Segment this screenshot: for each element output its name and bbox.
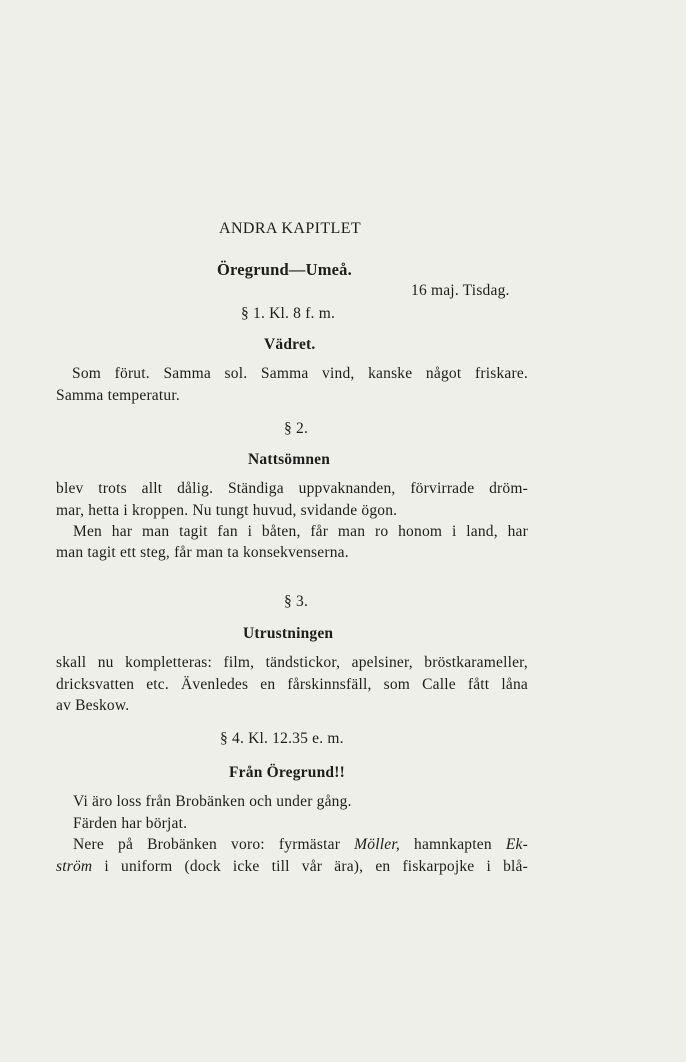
route-title: Öregrund—Umeå.: [217, 260, 352, 279]
section-1-title: Vädret.: [264, 336, 316, 353]
section-4-line-1: Vi äro loss från Brobänken och under gång.: [73, 793, 352, 810]
section-4-line-4: [56, 857, 528, 877]
section-1-line-1: Som förut. Samma sol. Samma vind, kanske något friskare.: [72, 365, 528, 382]
section-4-line-3: [73, 835, 528, 855]
section-2-line-2: mar, hetta i kroppen. Nu tungt huvud, svidande ögon.: [56, 502, 398, 519]
section-4-line-4-text: i uniform (dock icke till vår ära), en fiskarpojke i blå-: [92, 858, 528, 875]
section-4-title: Från Öregrund!!: [229, 764, 345, 781]
section-4-line-3-text-a: Nere på Brobänken voro: fyrmästar: [73, 836, 355, 853]
section-4-line-3-text-b: hamnkapten: [399, 836, 506, 853]
person-name-ekstrom-part-2: ström: [56, 858, 93, 875]
section-1-line-2: Samma temperatur.: [56, 387, 180, 404]
section-2-line-3: Men har man tagit fan i båten, får man ro honom i land, har: [73, 523, 528, 540]
section-3-line-3: av Beskow.: [56, 697, 130, 714]
chapter-heading: ANDRA KAPITLET: [219, 220, 362, 237]
person-name-ekstrom-part-1: Ek-: [505, 836, 528, 853]
section-3-line-1: skall nu kompletteras: film, tändstickor, apelsiner, bröstkarameller,: [56, 654, 528, 671]
section-1-time: § 1. Kl. 8 f. m.: [241, 305, 336, 322]
section-2-title: Nattsömnen: [248, 451, 331, 468]
section-3-title: Utrustningen: [243, 625, 334, 642]
date-line: 16 maj. Tisdag.: [411, 282, 510, 299]
section-3-line-2: dricksvatten etc. Ävenledes en fårskinnsfäll, som Calle fått låna: [56, 676, 528, 693]
section-4-line-2: Färden har börjat.: [73, 815, 188, 832]
section-2-line-1: blev trots allt dålig. Ständiga uppvaknanden, förvirrade dröm-: [56, 480, 528, 497]
section-2-line-4: man tagit ett steg, får man ta konsekvenserna.: [56, 544, 349, 561]
section-4-time: § 4. Kl. 12.35 e. m.: [220, 730, 344, 747]
section-3-number: § 3.: [284, 593, 309, 610]
section-2-number: § 2.: [284, 420, 309, 437]
person-name-moller: Möller,: [354, 836, 400, 853]
